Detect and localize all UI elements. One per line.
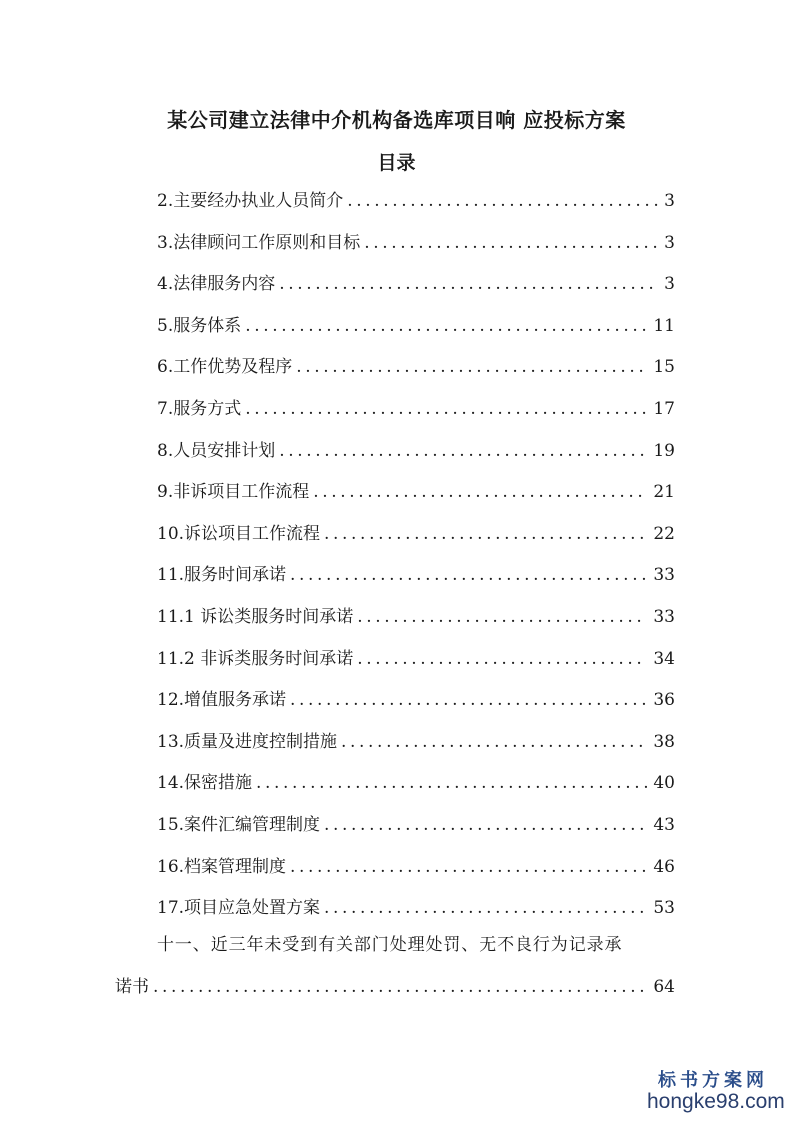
toc-leader-dots	[296, 352, 647, 382]
toc-entry-label: 7.服务方式	[157, 398, 242, 419]
toc-leader-dots	[324, 810, 647, 840]
toc-entry-label: 11.2 非诉类服务时间承诺	[157, 648, 354, 669]
watermark-logo-text: 标书方案网	[658, 1070, 768, 1091]
toc-entry[interactable]	[157, 519, 675, 561]
toc-entry-page: 3	[664, 274, 675, 295]
toc-entry-page: 36	[653, 690, 675, 711]
toc-entry-label: 14.保密措施	[157, 773, 253, 794]
toc-entry-page: 33	[653, 606, 675, 627]
toc-leader-dots	[279, 436, 647, 466]
toc-entry-page: 38	[653, 731, 675, 752]
toc-entry-page: 21	[653, 482, 675, 503]
toc-leader-dots	[341, 727, 647, 757]
toc-leader-dots	[324, 519, 647, 549]
toc-entry-label-continued: 诺书	[115, 977, 149, 997]
toc-entry-label: 4.法律服务内容	[157, 274, 276, 295]
toc-leader-dots	[256, 768, 647, 798]
toc-entry-label: 8.人员安排计划	[157, 440, 276, 461]
document-title: 某公司建立法律中介机构备选库项目响 应投标方案	[167, 108, 626, 132]
toc-entry-label: 16.档案管理制度	[157, 856, 287, 877]
toc-entry-label: 12.增值服务承诺	[157, 690, 287, 711]
toc-entry[interactable]	[157, 394, 675, 436]
toc-entry[interactable]	[157, 436, 675, 478]
toc-entry[interactable]	[157, 186, 675, 228]
toc-leader-dots	[290, 560, 647, 590]
toc-entry-page: 17	[653, 398, 675, 419]
toc-entry-label: 10.诉讼项目工作流程	[157, 523, 321, 544]
toc-entry-label: 十一、近三年未受到有关部门处理处罚、无不良行为记录承	[157, 935, 623, 955]
toc-entry-page: 40	[653, 773, 675, 794]
toc-entry-page: 64	[653, 977, 675, 997]
toc-leader-dots	[245, 311, 647, 341]
toc-entry[interactable]	[157, 560, 675, 602]
toc-leader-dots	[347, 186, 658, 216]
toc-leader-dots	[290, 685, 647, 715]
toc-leader-dots	[324, 893, 647, 923]
site-watermark	[647, 1066, 785, 1114]
toc-entry-page: 22	[653, 523, 675, 544]
toc-entry-label: 11.服务时间承诺	[157, 565, 287, 586]
toc-heading: 目录	[377, 152, 416, 174]
toc-entry[interactable]	[157, 685, 675, 727]
toc-leader-dots	[357, 644, 647, 674]
toc-entry[interactable]	[157, 477, 675, 519]
toc-leader-dots	[290, 852, 647, 882]
toc-entry-page: 33	[653, 565, 675, 586]
toc-entry[interactable]	[157, 269, 675, 311]
toc-entry-page: 15	[653, 357, 675, 378]
toc-entry-page: 43	[653, 814, 675, 835]
toc-entry-commitment-letter[interactable]	[115, 930, 675, 1002]
toc-entry[interactable]	[157, 810, 675, 852]
toc-entry-page: 34	[653, 648, 675, 669]
table-of-contents	[157, 186, 675, 935]
toc-entry[interactable]	[157, 602, 675, 644]
toc-entry-page: 19	[653, 440, 675, 461]
toc-leader-dots	[279, 269, 658, 299]
toc-entry-label: 17.项目应急处置方案	[157, 898, 321, 919]
toc-leader-dots	[364, 228, 658, 258]
toc-leader-dots	[245, 394, 647, 424]
toc-entry[interactable]	[157, 893, 675, 935]
toc-entry[interactable]	[157, 644, 675, 686]
toc-entry[interactable]	[157, 768, 675, 810]
toc-leader-dots	[153, 972, 647, 1002]
toc-entry[interactable]	[157, 228, 675, 270]
toc-entry[interactable]	[157, 311, 675, 353]
toc-entry-label: 3.法律顾问工作原则和目标	[157, 232, 361, 253]
toc-entry[interactable]	[157, 727, 675, 769]
toc-entry-page: 3	[664, 232, 675, 253]
toc-entry-page: 11	[653, 315, 675, 336]
toc-entry[interactable]	[157, 852, 675, 894]
toc-leader-dots	[357, 602, 647, 632]
toc-entry[interactable]	[157, 352, 675, 394]
toc-entry-page: 46	[653, 856, 675, 877]
watermark-url: hongke98.com	[647, 1090, 785, 1113]
toc-entry-label: 13.质量及进度控制措施	[157, 731, 338, 752]
toc-entry-label: 5.服务体系	[157, 315, 242, 336]
toc-entry-label: 11.1 诉讼类服务时间承诺	[157, 606, 354, 627]
toc-entry-label: 2.主要经办执业人员简介	[157, 191, 344, 211]
toc-entry-page: 53	[653, 898, 675, 919]
toc-entry-page: 3	[664, 191, 675, 211]
toc-entry-label: 9.非诉项目工作流程	[157, 482, 310, 503]
toc-entry-label: 15.案件汇编管理制度	[157, 814, 321, 835]
toc-entry-label: 6.工作优势及程序	[157, 357, 293, 378]
toc-leader-dots	[313, 477, 647, 507]
